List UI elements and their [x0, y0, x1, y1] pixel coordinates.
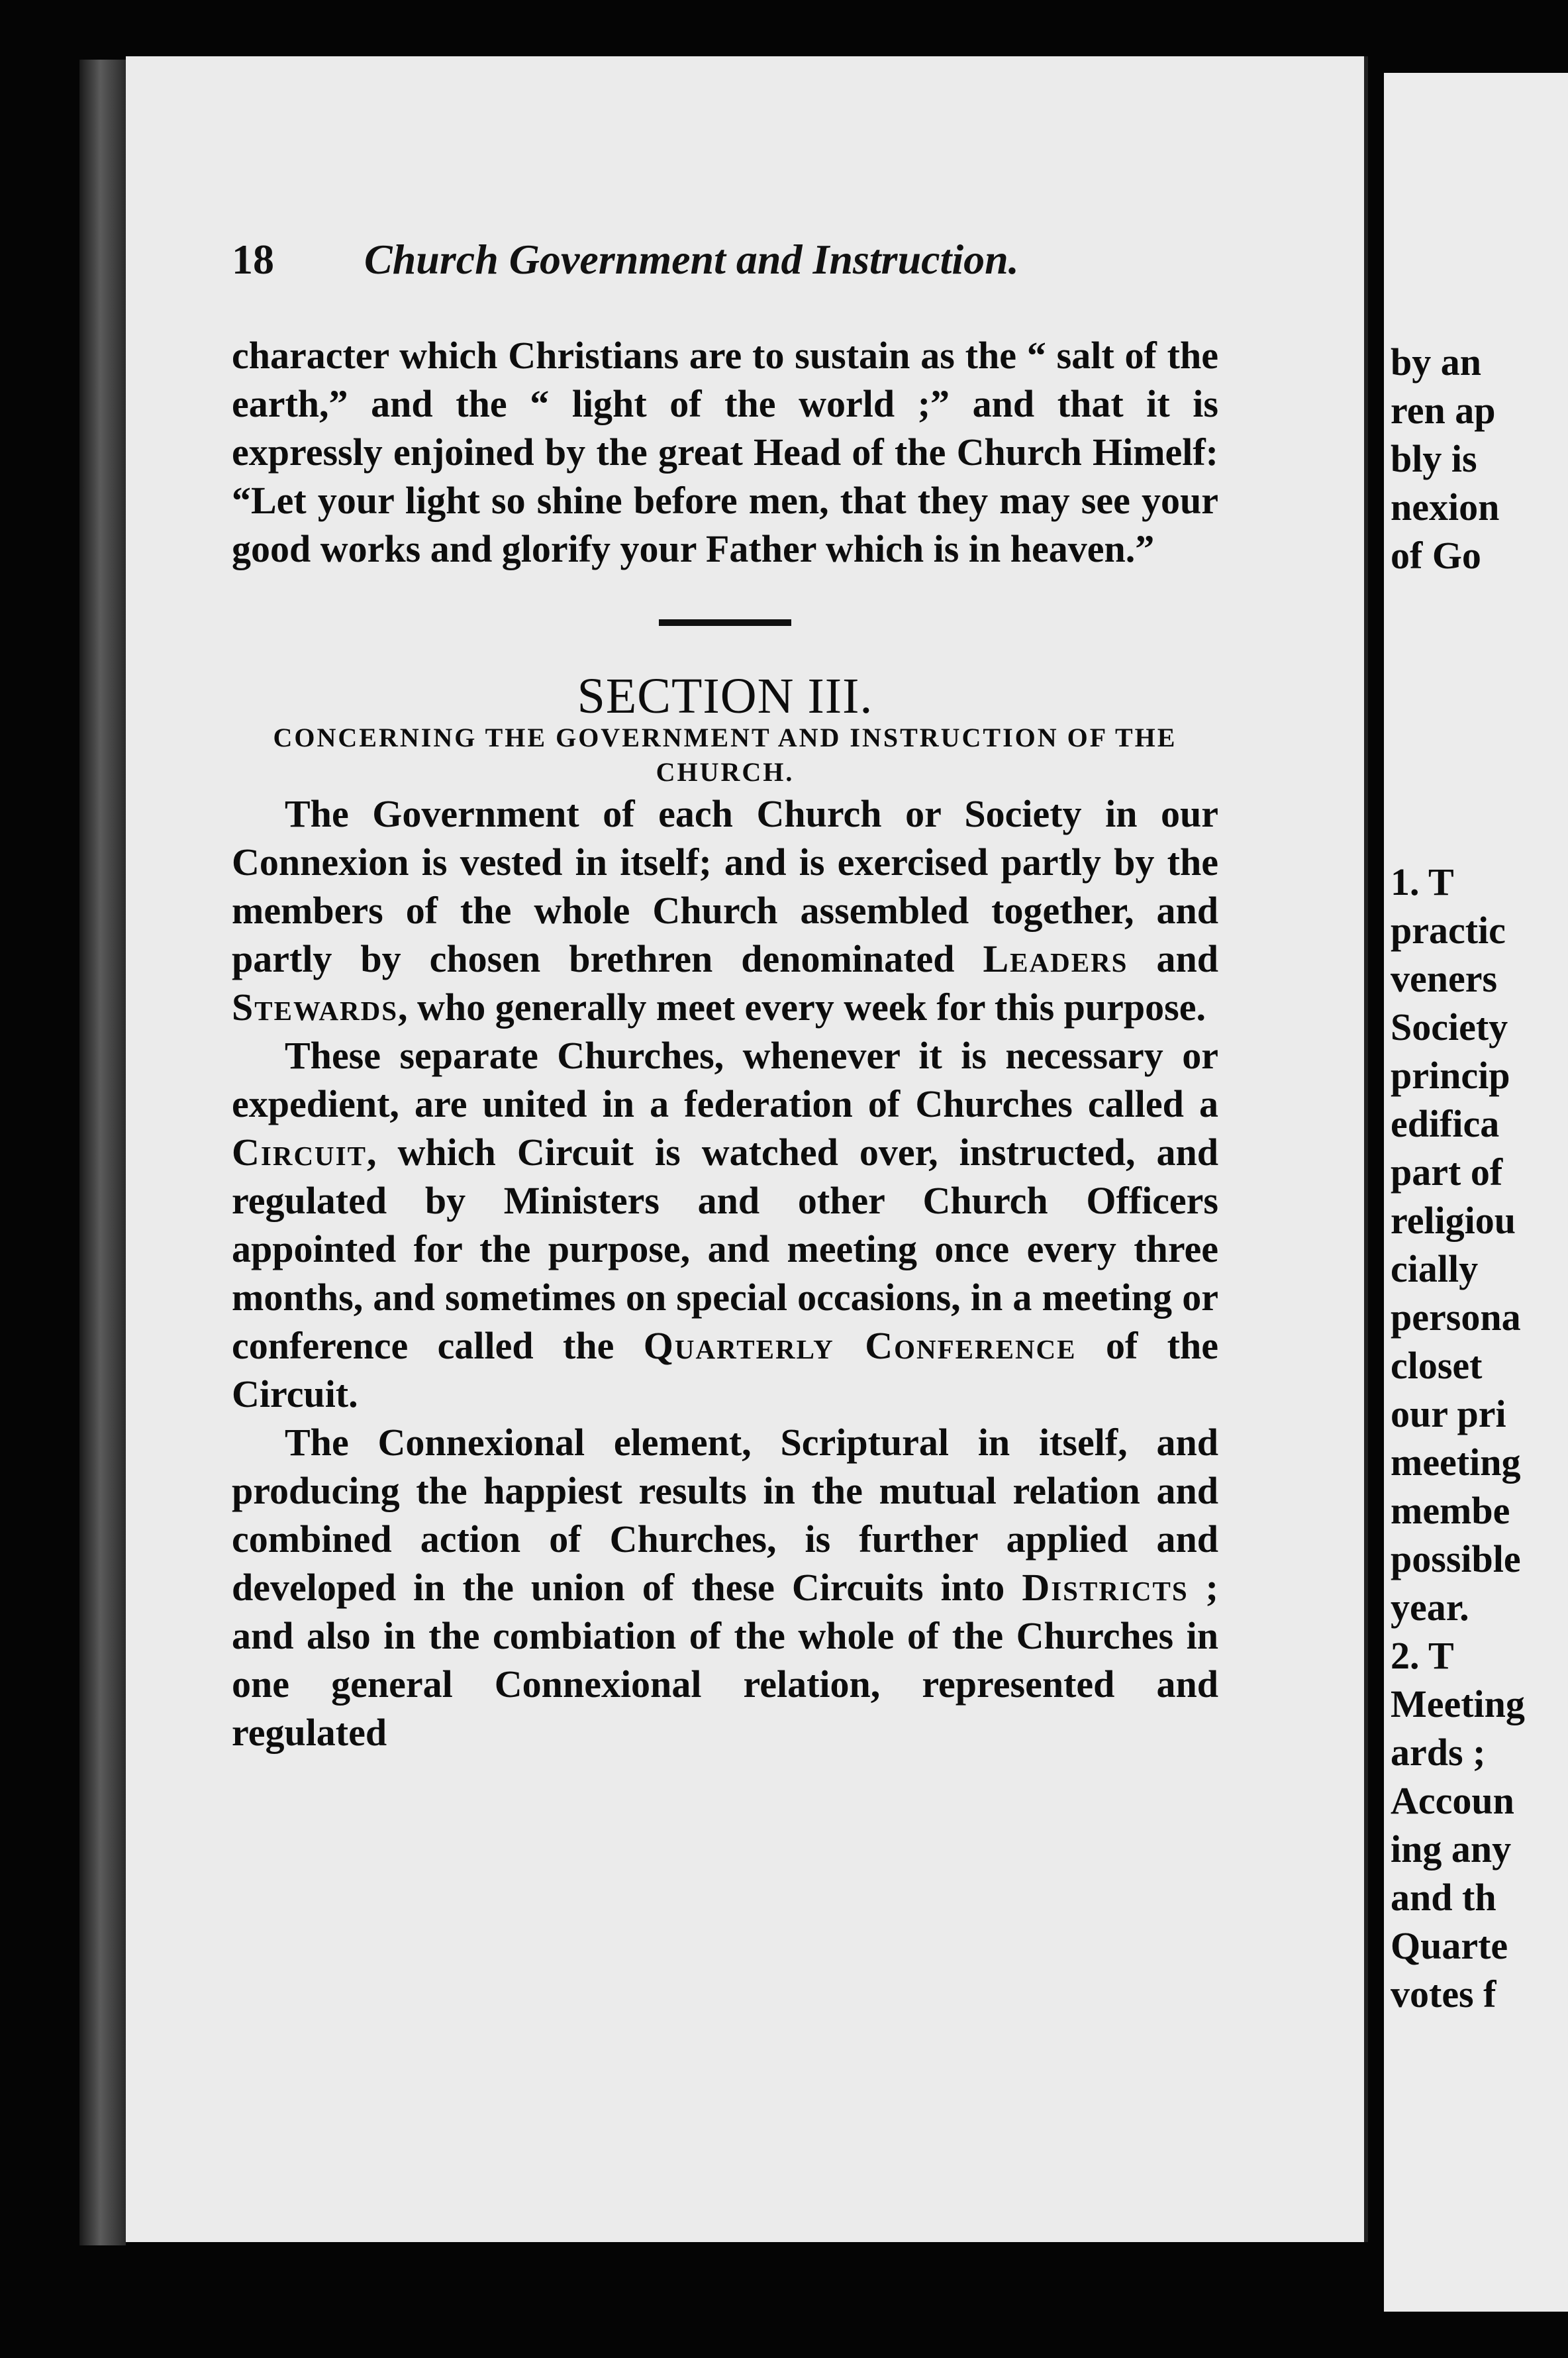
right-line: Meeting: [1391, 1682, 1525, 1725]
term-districts: Districts: [1022, 1566, 1189, 1609]
section-divider-rule: [659, 619, 791, 626]
text-run: The Government of each Church or Society in our Connexion is vested in itself; and is exercised partly by the members of the whole Church assembled together, and partly by chosen brethren denominated: [232, 792, 1218, 980]
main-text-column: [232, 331, 1218, 1757]
section-subtitle: CONCERNING THE GOVERNMENT AND INSTRUCTION OF THE CHURCH.: [273, 723, 1177, 787]
right-line: 2. T: [1391, 1634, 1454, 1677]
right-line: Society: [1391, 1005, 1508, 1049]
right-line: edifica: [1391, 1102, 1500, 1145]
right-line: ards ;: [1391, 1731, 1486, 1774]
right-spacer: [1391, 672, 1568, 765]
right-line: cially: [1391, 1247, 1479, 1290]
page-header: [232, 235, 1192, 288]
right-line: Accoun: [1391, 1779, 1514, 1822]
right-line: our pri: [1391, 1392, 1506, 1435]
term-quarterly-conference: Quarterly Conference: [643, 1324, 1077, 1367]
text-run: ; and also in the combiation of the whole of the Churches in one general Connexional relation, represented and regulated: [232, 1566, 1218, 1754]
text-run: of the Circuit.: [232, 1324, 1218, 1415]
term-leaders: Leaders: [983, 937, 1128, 980]
paragraph-government: [232, 790, 1218, 1031]
text-run: The Connexional element, Scriptural in itself, and producing the happiest results in the mutual relation and combined action of Churches, is further applied and developed in the union of these Circuits into: [232, 1421, 1218, 1609]
right-line: and th: [1391, 1876, 1496, 1919]
right-line: religiou: [1391, 1199, 1516, 1242]
right-line: votes f: [1391, 1973, 1496, 2016]
section-title: SECTION III.: [577, 668, 873, 724]
right-spacer: [1391, 765, 1568, 858]
right-line: closet: [1391, 1344, 1483, 1387]
right-line: Quarte: [1391, 1924, 1508, 1967]
text-run: and: [1128, 937, 1218, 980]
right-line: 1. T: [1391, 860, 1454, 903]
right-line: practic: [1391, 909, 1506, 952]
text-run: , who generally meet every week for this purpose.: [398, 986, 1206, 1029]
right-line: princip: [1391, 1054, 1510, 1097]
right-spacer: [1391, 580, 1568, 672]
right-line: veners: [1391, 957, 1498, 1000]
right-line: by an: [1391, 340, 1482, 384]
right-line: persona: [1391, 1296, 1521, 1339]
right-line: ing any: [1391, 1827, 1512, 1871]
page-number: 18: [232, 236, 274, 283]
right-line: year.: [1391, 1586, 1469, 1629]
paragraph-connexional: [232, 1418, 1218, 1757]
right-line: ren ap: [1391, 389, 1496, 432]
book-spine-shadow: [79, 60, 126, 2245]
right-line: of Go: [1391, 534, 1481, 577]
paragraph-continuation: character which Christians are to sustain as the “ salt of the earth,” and the “ light of the world ;” and that it is expressly enjoined by the great Head of the Church Himelf: “Let your light so shine before men, that they may see your good works and glorify your Father which is in heaven.”: [232, 334, 1218, 570]
term-stewards: Stewards: [232, 986, 399, 1029]
term-circuit: Circuit: [232, 1131, 367, 1174]
right-line: nexion: [1391, 486, 1500, 529]
right-line: bly is: [1391, 437, 1477, 480]
right-line: meeting: [1391, 1441, 1521, 1484]
text-run: These separate Churches, whenever it is necessary or expedient, are united in a federation of Churches called a: [232, 1034, 1218, 1125]
paragraph-circuits: [232, 1031, 1218, 1418]
right-page-text: [1391, 338, 1568, 2018]
right-line: membe: [1391, 1489, 1510, 1532]
right-line: possible: [1391, 1537, 1521, 1580]
right-line: part of: [1391, 1151, 1503, 1194]
running-title: Church Government and Instruction.: [364, 236, 1019, 283]
text-run: , which Circuit is watched over, instructed, and regulated by Ministers and other Church Officers appointed for the purpose, and meeting once every three months, and sometimes on special occasions, in a meeting or conference called the: [232, 1131, 1218, 1367]
